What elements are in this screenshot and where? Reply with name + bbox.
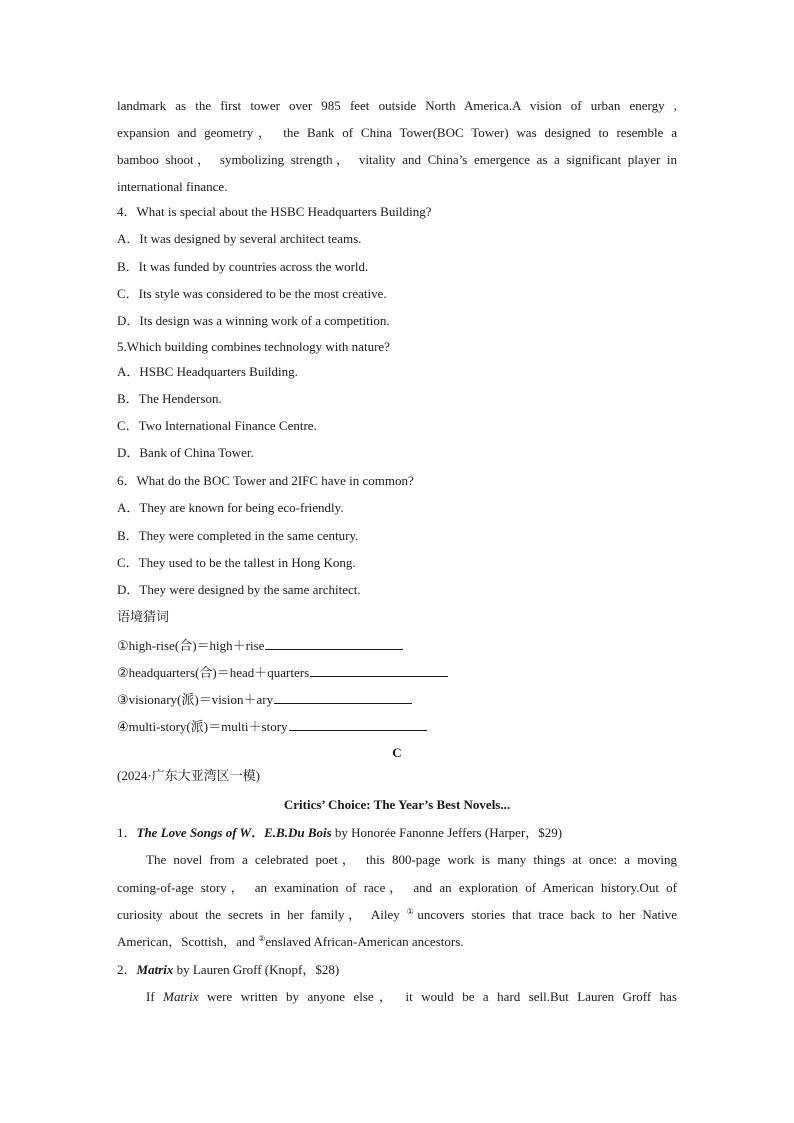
section-title: Critics’ Choice: The Year’s Best Novels...	[283, 797, 511, 812]
answer-blank[interactable]	[310, 664, 448, 677]
book-title-inline: Matrix	[163, 989, 199, 1004]
passage-text: curiosity about the secrets in her family， Ailey	[117, 907, 407, 922]
passage-text: uncovers stories that trace back to her Native	[417, 907, 677, 922]
passage-line: coming-of-age story， an examination of race， and an exploration of American history.Out of	[117, 880, 677, 895]
section-letter: C	[392, 745, 402, 760]
book-title: Matrix	[136, 962, 174, 977]
passage-line: international finance.	[117, 179, 228, 194]
answer-option: D．Its design was a winning work of a competition.	[117, 313, 390, 328]
answer-option: B．It was funded by countries across the world.	[117, 259, 369, 274]
book-heading	[117, 962, 677, 978]
answer-option: A．It was designed by several architect teams.	[117, 231, 362, 246]
question-stem: 5.Which building combines technology with nature?	[117, 339, 390, 354]
answer-blank[interactable]	[265, 637, 403, 650]
passage-text: were written by anyone else， it would be a hard sell.But Lauren Groff has	[198, 989, 677, 1004]
vocab-text: ①high-rise(合)＝high＋rise	[117, 638, 265, 653]
book-author: by Lauren Groff (Knopf，$28)	[173, 962, 340, 977]
vocab-text: ④multi-story(派)＝multi＋story	[117, 719, 288, 734]
answer-option: A．They are known for being eco-friendly.	[117, 500, 344, 515]
footnote-marker: ①	[406, 907, 418, 916]
passage-line: landmark as the first tower over 985 feet outside North America.A vision of urban energy ,	[117, 98, 677, 113]
answer-option: B．The Henderson.	[117, 391, 222, 406]
vocab-item	[117, 691, 677, 708]
passage-line: The novel from a celebrated poet， this 800-page work is many things at once: a moving	[146, 852, 677, 867]
question-stem: 6．What do the BOC Tower and 2IFC have in common?	[117, 473, 414, 488]
vocab-text: ③visionary(派)＝vision＋ary	[117, 692, 274, 707]
passage-text: American，Scottish，and	[117, 934, 259, 949]
answer-option: B．They were completed in the same century.	[117, 528, 359, 543]
section-source: (2024·广东大亚湾区一模)	[117, 768, 260, 783]
answer-blank[interactable]	[274, 691, 412, 704]
question-stem: 4．What is special about the HSBC Headquarters Building?	[117, 204, 432, 219]
answer-option: A．HSBC Headquarters Building.	[117, 364, 298, 379]
vocab-heading: 语境猜词	[117, 609, 170, 624]
book-number: 2．	[117, 962, 137, 977]
answer-option: C．Its style was considered to be the most creative.	[117, 286, 387, 301]
book-number: 1．	[117, 825, 137, 840]
vocab-item	[117, 637, 677, 654]
vocab-item	[117, 664, 677, 681]
answer-option: C．Two International Finance Centre.	[117, 418, 317, 433]
answer-option: D．They were designed by the same architect.	[117, 582, 361, 597]
book-title: The Love Songs of W．E.B.Du Bois	[136, 825, 332, 840]
answer-option: C．They used to be the tallest in Hong Kong.	[117, 555, 356, 570]
answer-option: D．Bank of China Tower.	[117, 445, 254, 460]
passage-line	[117, 989, 677, 1005]
passage-line: bamboo shoot， symbolizing strength， vitality and China’s emergence as a significant player in	[117, 152, 677, 167]
book-author: by Honorée Fanonne Jeffers (Harper，$29)	[331, 825, 563, 840]
answer-blank[interactable]	[289, 718, 427, 731]
passage-line	[117, 934, 677, 950]
book-heading	[117, 825, 677, 841]
passage-text: enslaved African-American ancestors.	[265, 934, 464, 949]
vocab-text: ②headquarters(合)＝head＋quarters	[117, 665, 310, 680]
vocab-item	[117, 718, 677, 735]
passage-line	[117, 907, 677, 923]
footnote-marker: ②	[258, 934, 266, 943]
passage-line: expansion and geometry， the Bank of China Tower(BOC Tower) was designed to resemble a	[117, 125, 677, 140]
passage-text: If	[146, 989, 164, 1004]
